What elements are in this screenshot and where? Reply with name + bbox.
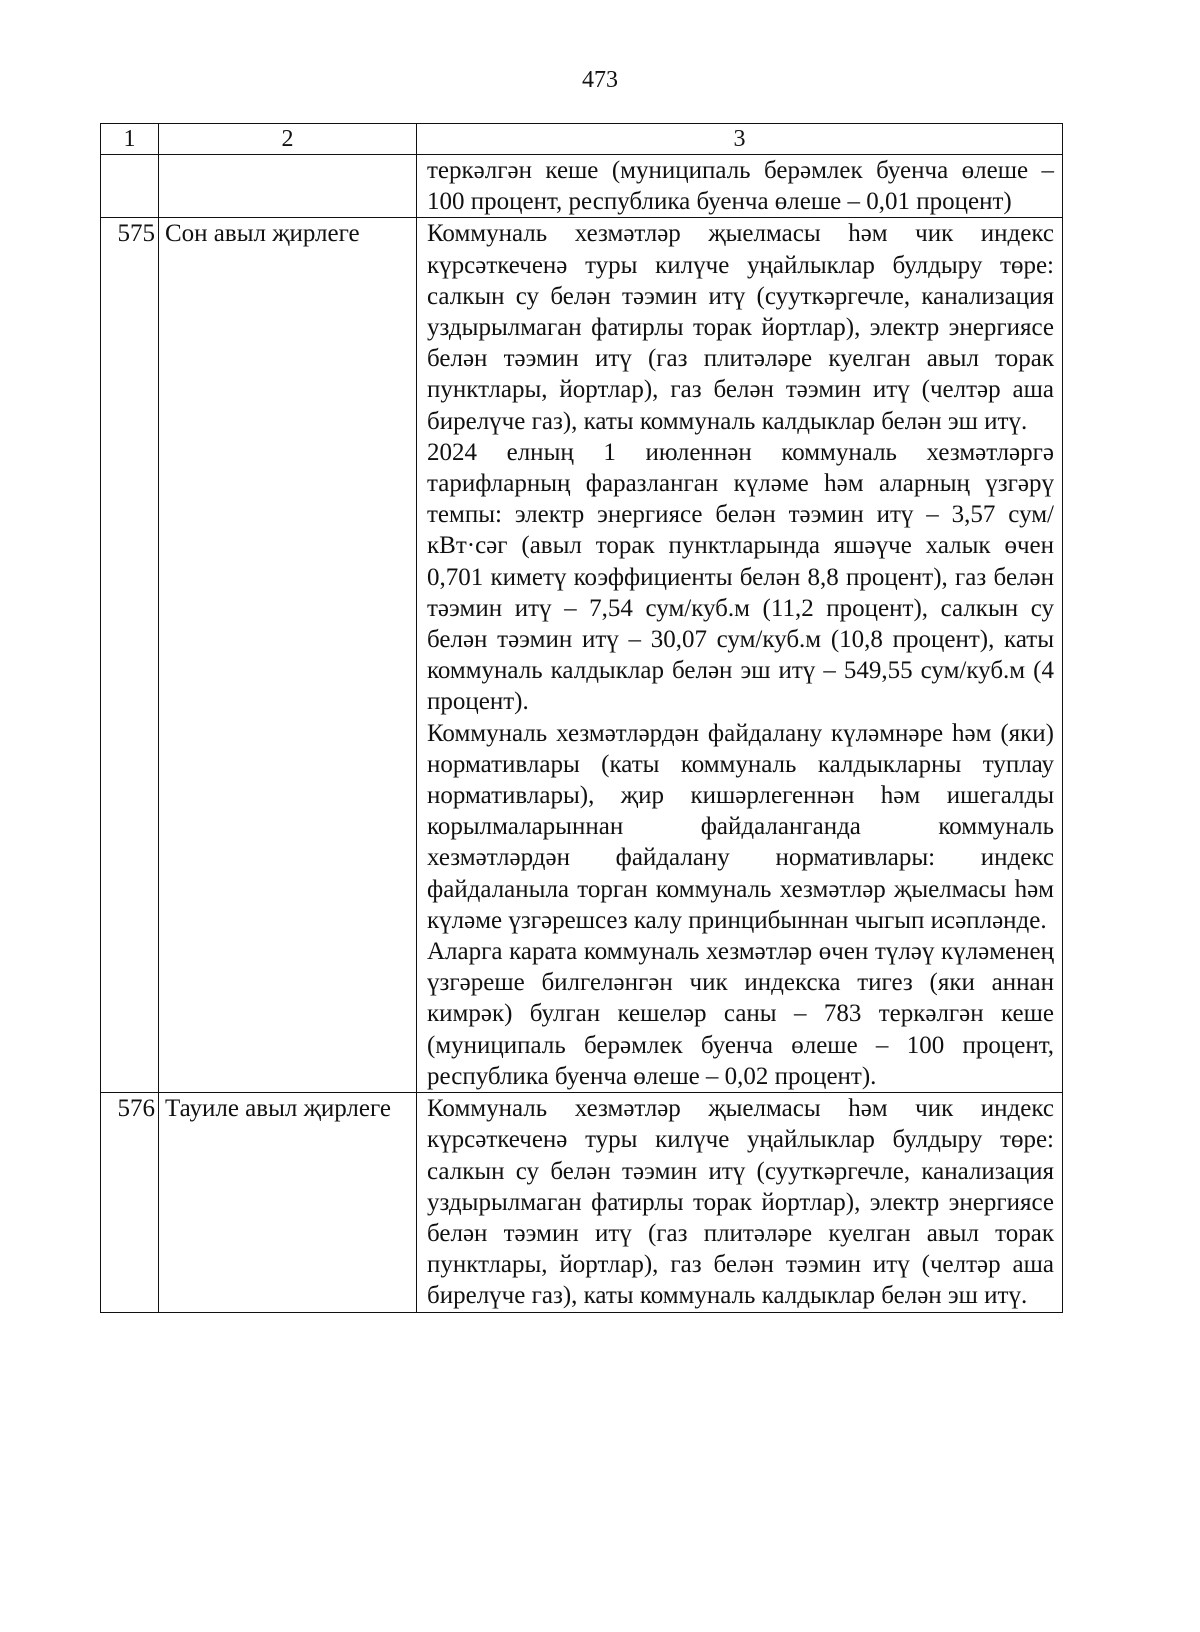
settlement-name: Тауиле авыл җирлеге <box>159 1093 417 1312</box>
paragraph: Аларга карата коммуналь хезмәтләр өчен түләү күләменең үзгәреше билгеләнгән чик индекска тигез (яки аннан кимрәк) булган кешеләр саны – 783 теркәлгән кеше (муниципаль берәмлек буенча өлеше – 100 процент, республика буенча өлеше – 0,02 процент). <box>427 938 1054 1090</box>
table-row-575 <box>101 218 1063 1093</box>
table-header-row <box>101 124 1063 155</box>
document-table <box>100 123 1063 1313</box>
description-cell <box>417 218 1063 1093</box>
table-row-576 <box>101 1093 1063 1312</box>
row-number: 576 <box>101 1093 159 1312</box>
column-header-3: 3 <box>417 124 1063 155</box>
paragraph: Коммуналь хезмәтләрдән файдалану күләмнәре һәм (яки) нормативлары (каты коммуналь калдыкларны туплау нормативлары), җир кишәрлегеннән һәм ишегалды корылмаларыннан файдаланганда коммуналь хезмәтләрдән файдалану нормативлары: индекс файдаланыла торган коммуналь хезмәтләр җыелмасы һәм күләме үзгәрешсез калу принцибыннан чыгып исәпләнде. <box>427 719 1054 934</box>
paragraph: Коммуналь хезмәтләр җыелмасы һәм чик индекс күрсәткеченә туры килүче уңайлыклар булдыру төре: салкын су белән тәэмин итү (сууткәргечле, канализация уздырылмаган фатирлы торак йортлар), электр энергиясе белән тәэмин итү (газ плитәләре куелган авыл торак пунктлары, йортлар), газ белән тәэмин итү (челтәр аша бирелүче газ), каты коммуналь калдыклар белән эш итү. <box>427 220 1054 435</box>
paragraph: 2024 елның 1 июленнән коммуналь хезмәтләргә тарифларның фаразланган күләме һәм аларның үзгәрү темпы: электр энергиясе белән тәэмин итү – 3,57 сум/кВт·сәг (авыл торак пунктларында яшәүче халык өчен 0,701 киметү коэффициенты белән 8,8 процент), газ белән тәэмин итү – 7,54 сум/куб.м (11,2 процент), салкын су белән тәэмин итү – 30,07 сум/куб.м (10,8 процент), каты коммуналь калдыклар белән эш итү – 549,55 сум/куб.м (4 процент). <box>427 438 1054 716</box>
row-number: 575 <box>101 218 159 1093</box>
paragraph: теркәлгән кеше (муниципаль берәмлек буенча өлеше – 100 процент, республика буенча өлеше – 0,01 процент) <box>427 157 1054 216</box>
settlement-name <box>159 155 417 218</box>
paragraph: Коммуналь хезмәтләр җыелмасы һәм чик индекс күрсәткеченә туры килүче уңайлыклар булдыру төре: салкын су белән тәэмин итү (сууткәргечле, канализация уздырылмаган фатирлы торак йортлар), электр энергиясе белән тәэмин итү (газ плитәләре куелган авыл торак пунктлары, йортлар), газ белән тәэмин итү (челтәр аша бирелүче газ), каты коммуналь калдыклар белән эш итү. <box>427 1095 1054 1310</box>
table-row-continuation <box>101 155 1063 218</box>
row-number <box>101 155 159 218</box>
column-header-1: 1 <box>101 124 159 155</box>
settlement-name: Сон авыл җирлеге <box>159 218 417 1093</box>
column-header-2: 2 <box>159 124 417 155</box>
page-number: 473 <box>582 67 618 93</box>
description-cell <box>417 155 1063 218</box>
description-cell <box>417 1093 1063 1312</box>
